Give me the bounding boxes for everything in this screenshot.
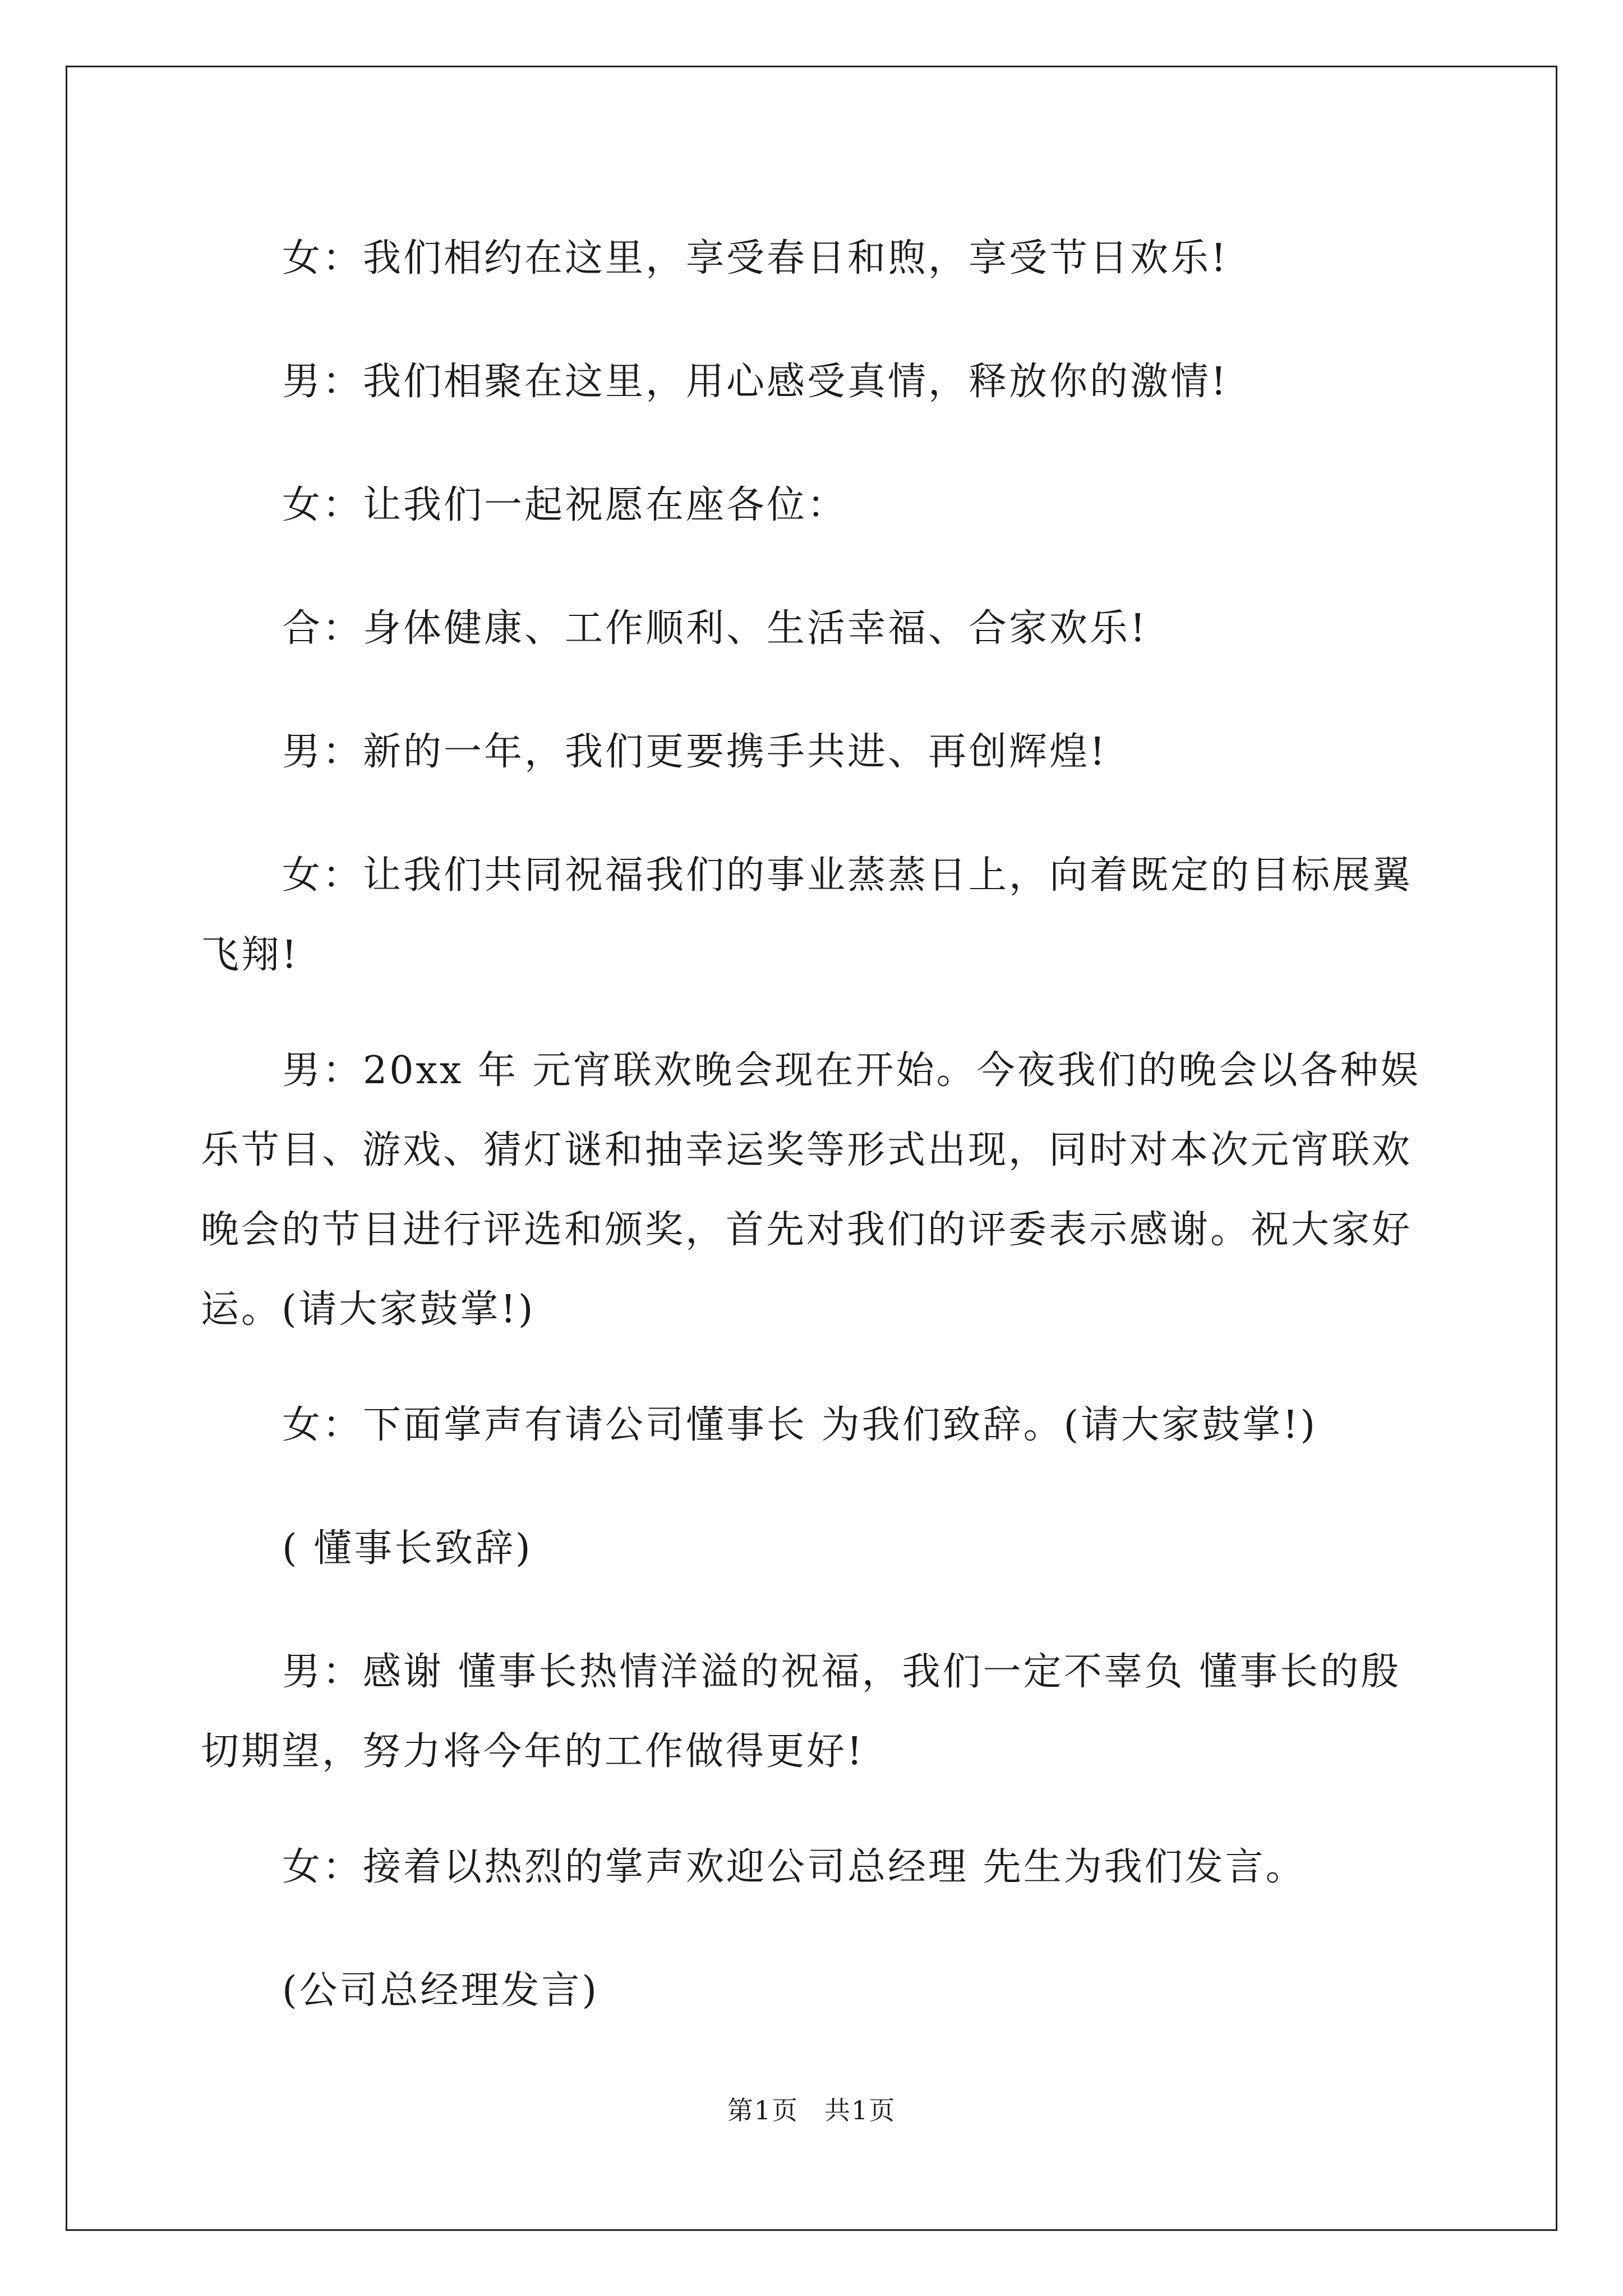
paragraph: 女：让我们共同祝福我们的事业蒸蒸日上，向着既定的目标展翼飞翔! xyxy=(201,853,1413,977)
paragraph: 女：我们相约在这里，享受春日和煦，享受节日欢乐! xyxy=(282,236,1229,280)
paragraph: ( 懂事长致辞) xyxy=(282,1526,533,1571)
paragraph: (公司总经理发言) xyxy=(282,1968,600,2013)
page-number: 第1页 xyxy=(727,2095,799,2125)
paragraph: 男：感谢 懂事长热情洋溢的祝福，我们一定不辜负 懂事长的殷切期望，努力将今年的工作做得更好! xyxy=(201,1650,1401,1774)
paragraph: 男：20xx 年 元宵联欢晚会现在开始。今夜我们的晚会以各种娱乐节目、游戏、猜灯谜和抽幸运奖等形式出现，同时对本次元宵联欢晚会的节目进行评选和颁奖，首先对我们的评委表示感谢。祝大家好运。(请大家鼓掌!) xyxy=(201,1048,1421,1332)
page-footer xyxy=(0,2093,1623,2127)
paragraph: 男：新的一年，我们更要携手共进、再创辉煌! xyxy=(282,730,1108,774)
page-total: 共1页 xyxy=(824,2095,896,2125)
paragraph: 合：身体健康、工作顺利、生活幸福、合家欢乐! xyxy=(282,606,1148,651)
paragraph: 女：接着以热烈的掌声欢迎公司总经理 先生为我们发言。 xyxy=(282,1845,1306,1889)
paragraph: 女：下面掌声有请公司懂事长 为我们致辞。(请大家鼓掌!) xyxy=(282,1403,1318,1447)
document-body xyxy=(201,219,1429,2074)
paragraph: 男：我们相聚在这里，用心感受真情，释放你的激情! xyxy=(282,360,1229,404)
paragraph: 女：让我们一起祝愿在座各位： xyxy=(282,483,848,527)
